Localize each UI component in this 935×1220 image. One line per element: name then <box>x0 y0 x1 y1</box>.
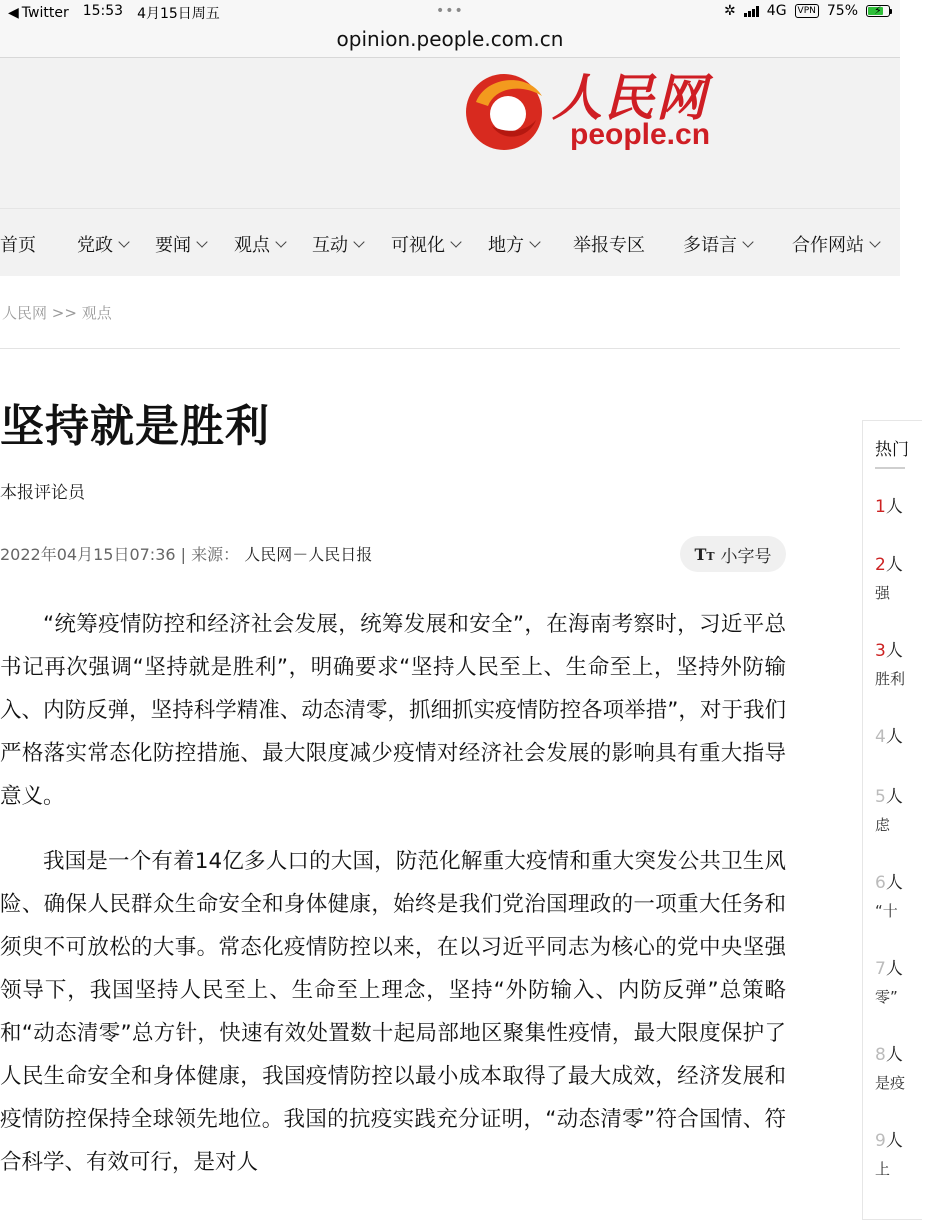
hot-item-title: 人 <box>885 1131 903 1151</box>
people-logo-mark-icon <box>462 66 552 156</box>
network-type: 4G <box>766 3 787 19</box>
hot-list-item[interactable] <box>875 869 935 925</box>
divider <box>0 348 900 349</box>
source-label: 来源： <box>191 545 240 564</box>
back-triangle-icon: ◀ <box>8 5 19 21</box>
hot-list-item[interactable] <box>875 783 935 839</box>
hot-item-title-cont: “十 <box>875 902 898 920</box>
article-author: 本报评论员 <box>0 483 85 503</box>
nav-label: 党政 <box>77 235 113 256</box>
sidebar-heading-underline <box>875 467 905 469</box>
chevron-down-icon <box>196 236 207 247</box>
hot-item-title: 人 <box>885 787 903 807</box>
nav-item-languages[interactable] <box>683 231 752 257</box>
hot-item-title: 人 <box>885 1045 903 1065</box>
nav-item-interactive[interactable] <box>312 231 363 257</box>
nav-label: 要闻 <box>155 235 191 256</box>
multitasking-dots-icon[interactable]: ••• <box>436 3 464 19</box>
hot-list-item[interactable] <box>875 637 935 693</box>
rank-number: 7 <box>875 959 886 979</box>
logo-subtitle: people.cn <box>570 118 711 151</box>
chevron-down-icon <box>353 236 364 247</box>
hot-list-item[interactable] <box>875 1041 935 1097</box>
main-nav <box>0 208 900 276</box>
hot-item-title-cont: 零” <box>875 988 898 1006</box>
hot-item-title: 人 <box>885 727 903 747</box>
meta-separator: | <box>180 545 187 564</box>
breadcrumb-current-link[interactable]: 观点 <box>81 304 112 322</box>
sidebar-heading: 热门 <box>875 440 909 460</box>
text-size-icon: TT <box>694 544 715 564</box>
hot-item-title-cont: 是疫 <box>875 1074 906 1092</box>
nav-label: 多语言 <box>683 235 737 256</box>
font-size-label: 小字号 <box>720 546 772 567</box>
back-to-app-link[interactable] <box>8 3 69 23</box>
rank-number: 9 <box>875 1131 886 1151</box>
rank-number: 5 <box>875 787 886 807</box>
hot-item-title-cont: 上 <box>875 1160 891 1178</box>
nav-item-report[interactable] <box>573 231 645 257</box>
address-bar[interactable] <box>0 24 900 58</box>
hot-item-title-cont: 虑 <box>875 816 891 834</box>
rank-number: 3 <box>875 641 886 661</box>
hot-item-title: 人 <box>885 497 903 517</box>
status-date: 4月15日周五 <box>137 6 220 22</box>
article-paragraph: “统筹疫情防控和经济社会发展，统筹发展和安全”，在海南考察时，习近平总书记再次强调“坚持就是胜利”，明确要求“坚持人民至上、生命至上，坚持外防输入、内防反弹，坚持科学精准、动态清零，抓细抓实疫情防控各项举措”，对于我们严格落实常态化防控措施、最大限度减少疫情对经济社会发展的影响具有重大指导意义。 <box>0 612 786 809</box>
chevron-down-icon <box>118 236 129 247</box>
article-title: 坚持就是胜利 <box>0 401 270 452</box>
nav-label: 可视化 <box>391 235 445 256</box>
rank-number: 2 <box>875 555 886 575</box>
nav-item-opinion[interactable] <box>234 231 285 257</box>
chevron-down-icon <box>869 236 880 247</box>
hot-item-title: 人 <box>885 873 903 893</box>
breadcrumb-home-link[interactable]: 人民网 <box>2 304 48 322</box>
breadcrumb <box>2 302 112 323</box>
status-time: 15:53 <box>82 3 124 19</box>
hot-list-sidebar <box>862 420 922 1220</box>
back-app-label: Twitter <box>21 5 69 21</box>
hot-item-title: 人 <box>885 959 903 979</box>
activity-spinner-icon: ✲ <box>724 3 736 19</box>
chevron-down-icon <box>275 236 286 247</box>
chevron-down-icon <box>529 236 540 247</box>
chevron-down-icon <box>450 236 461 247</box>
hot-list-item[interactable] <box>875 723 935 751</box>
rank-number: 1 <box>875 497 886 517</box>
article-meta <box>0 542 372 565</box>
hot-list-item[interactable] <box>875 493 935 521</box>
nav-label: 合作网站 <box>792 235 864 256</box>
charging-bolt-icon: ⚡ <box>874 4 882 17</box>
rank-number: 6 <box>875 873 886 893</box>
hot-item-title-cont: 胜利 <box>875 670 906 688</box>
hot-item-title: 人 <box>885 555 903 575</box>
nav-label: 地方 <box>488 235 524 256</box>
hot-item-title: 人 <box>885 641 903 661</box>
rank-number: 8 <box>875 1045 886 1065</box>
hot-list-item[interactable] <box>875 1127 935 1183</box>
article-paragraph: 我国是一个有着14亿多人口的大国，防范化解重大疫情和重大突发公共卫生风险、确保人民群众生命安全和身体健康，始终是我们党治国理政的一项重大任务和须臾不可放松的大事。常态化疫情防控以来，在以习近平同志为核心的党中央坚强领导下，我国坚持人民至上、生命至上理念，坚持“外防输入、内防反弹”总策略和“动态清零”总方针，快速有效处置数十起局部地区聚集性疫情，最大限度保护了人民生命安全和身体健康，我国疫情防控以最小成本取得了最大成效，经济发展和疫情防控保持全球领先地位。我国的抗疫实践充分证明，“动态清零”符合国情、符合科学、有效可行，是对人 <box>0 849 786 1175</box>
rank-number: 4 <box>875 727 886 747</box>
site-header <box>0 58 900 208</box>
cellular-signal-icon <box>744 6 759 17</box>
site-logo[interactable] <box>462 62 712 162</box>
article-body <box>0 603 786 1206</box>
hot-list-item[interactable] <box>875 955 935 1011</box>
nav-item-visualization[interactable] <box>391 231 460 257</box>
nav-label: 首页 <box>0 235 36 256</box>
hot-item-title-cont: 强 <box>875 584 891 602</box>
hot-list-item[interactable] <box>875 551 935 607</box>
nav-item-party-government[interactable] <box>77 231 128 257</box>
nav-item-partners[interactable] <box>792 231 879 257</box>
chevron-down-icon <box>742 236 753 247</box>
nav-label: 举报专区 <box>573 235 645 256</box>
nav-label: 互动 <box>312 235 348 256</box>
font-size-button[interactable] <box>680 536 786 572</box>
nav-item-news[interactable] <box>155 231 206 257</box>
nav-item-local[interactable] <box>488 231 539 257</box>
breadcrumb-separator: >> <box>51 304 77 322</box>
url-text: opinion.people.com.cn <box>336 27 564 51</box>
battery-icon <box>866 5 890 17</box>
logo-title: 人民网 <box>552 68 708 127</box>
nav-label: 观点 <box>234 235 270 256</box>
status-bar <box>0 0 900 24</box>
vpn-badge: VPN <box>795 4 819 18</box>
article-datetime: 2022年04月15日07:36 <box>0 545 176 564</box>
battery-percent: 75% <box>826 3 858 19</box>
nav-item-home[interactable] <box>0 231 36 257</box>
source-link[interactable]: 人民网－人民日报 <box>244 545 373 564</box>
